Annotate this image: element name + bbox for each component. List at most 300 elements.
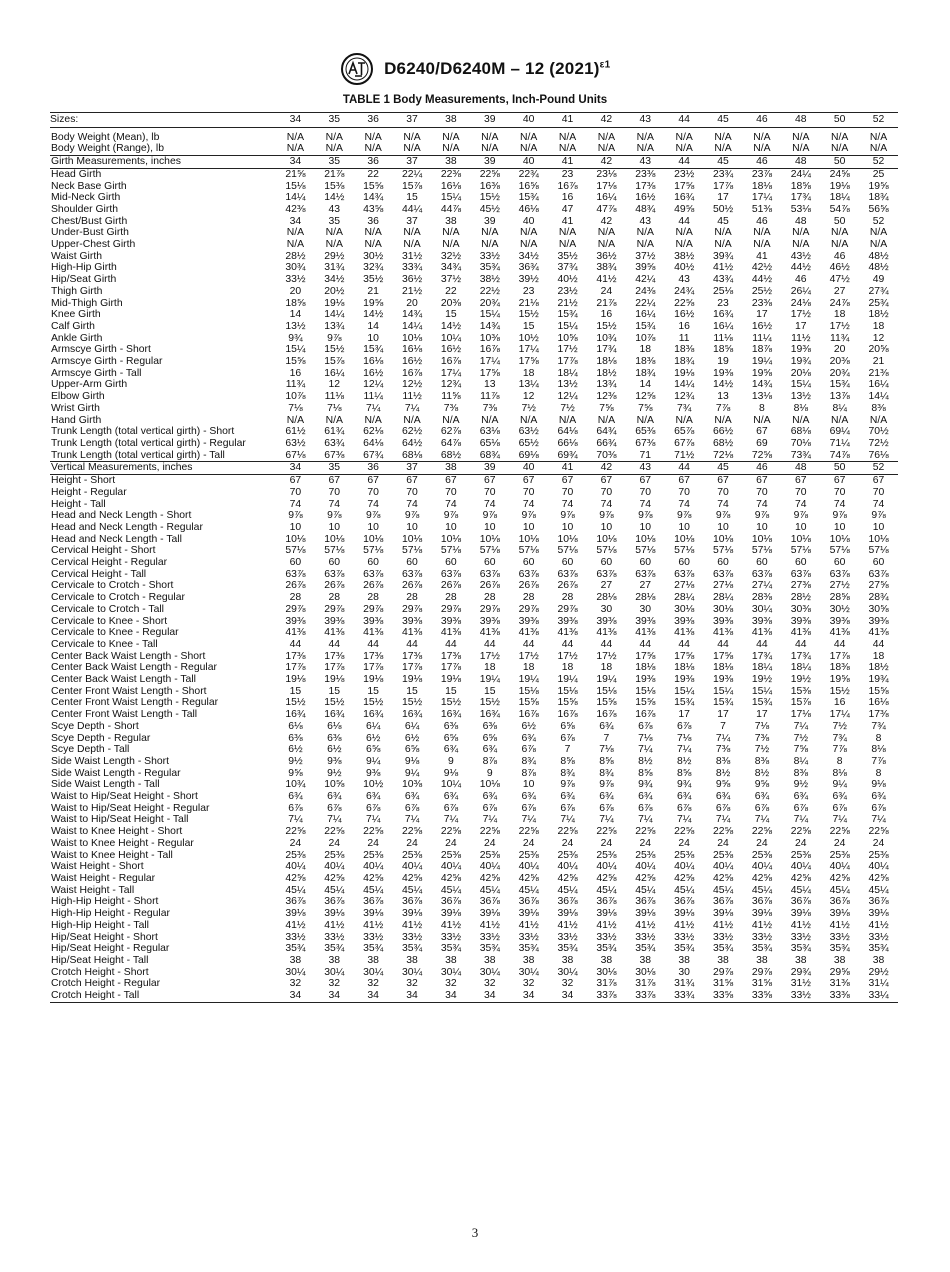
measurement-value: 29⅞	[285, 603, 306, 615]
measurement-value: 22⅝	[401, 826, 423, 838]
measurement-value: 42⅝	[635, 873, 656, 884]
measurement-value: N/A	[753, 414, 771, 426]
measurement-value: 46	[756, 215, 768, 227]
measurement-value: 9⅞	[327, 510, 342, 522]
measurement-value: 19⅝	[868, 180, 889, 192]
table-row	[50, 356, 898, 368]
table-row	[50, 873, 898, 885]
measurement-value: 15⅝	[285, 356, 306, 368]
measurement-value: 24	[328, 837, 341, 849]
measurement-value: N/A	[325, 227, 343, 239]
measurement-value: 23⅜	[635, 168, 656, 180]
measurement-value: N/A	[520, 131, 538, 143]
measurement-value: 42⅝	[674, 873, 695, 884]
table-row	[50, 955, 898, 967]
measurement-value: 17⅝	[635, 650, 656, 662]
table-row	[50, 791, 898, 803]
measurement-value: 28	[328, 592, 341, 604]
measurement-label: Mid-Thigh Girth	[51, 297, 123, 309]
measurement-value: 25⅜	[829, 849, 850, 861]
measurement-value: 60	[445, 557, 457, 569]
measurement-value: 10⅜	[479, 332, 500, 344]
measurement-value: 45¼	[285, 884, 306, 896]
measurement-value: 31⅝	[712, 978, 734, 990]
table-row	[50, 204, 898, 216]
measurement-value: 10	[833, 521, 846, 533]
measurement-value: 18¾	[868, 192, 889, 204]
measurement-value: 17⅝	[712, 650, 734, 662]
measurement-value: 74	[484, 498, 496, 510]
measurement-value: 16⅞	[518, 709, 539, 721]
measurement-value: 10	[561, 521, 574, 533]
measurement-value: 12	[522, 391, 535, 403]
measurement-value: 39⅜	[479, 615, 500, 627]
measurement-value: 36⅞	[596, 896, 617, 908]
measurement-value: 16	[561, 192, 574, 204]
measurement-value: 15½	[324, 697, 345, 709]
measurement-value: 70	[406, 486, 418, 498]
measurement-value: 14¼	[401, 320, 423, 332]
measurement-value: 15¾	[635, 320, 656, 332]
measurement-value: 30	[678, 966, 690, 978]
measurement-value: 9⅝	[715, 779, 731, 791]
measurement-value: N/A	[520, 227, 538, 239]
measurement-value: 14¾	[363, 192, 384, 204]
measurement-value: 74	[289, 498, 302, 510]
measurement-value: 25⅜	[790, 849, 811, 861]
measurement-value: 48½	[868, 262, 889, 274]
measurement-value: 20	[833, 344, 846, 356]
measurement-value: 19	[717, 356, 729, 368]
measurement-value: 17	[756, 309, 768, 321]
measurement-value: 24	[756, 837, 768, 849]
measurement-value: 52	[859, 156, 898, 169]
measurement-value: 14¼	[674, 379, 695, 391]
measurement-value: 16⅞	[440, 356, 462, 368]
measurement-value: 57⅛	[596, 545, 617, 557]
measurement-value: 39⅝	[635, 262, 656, 274]
measurement-label: High-Hip Girth	[51, 262, 117, 274]
measurement-value: 7	[720, 720, 726, 732]
measurement-value: 13⅛	[751, 391, 773, 403]
measurement-value: 62⅛	[363, 426, 384, 438]
measurement-value: 28	[367, 592, 379, 604]
measurement-value: 20¾	[479, 297, 500, 309]
measurement-value: 25⅜	[674, 849, 695, 861]
measurement-value: 44	[678, 215, 690, 227]
measurement-value: 33⅝	[704, 990, 743, 1002]
measurement-value: 44¼	[401, 203, 423, 215]
measurement-value: 25⅜	[440, 849, 462, 861]
measurement-value: N/A	[597, 131, 616, 143]
measurement-value: 19⅝	[363, 297, 384, 309]
measurement-value: 33⅞	[587, 990, 626, 1002]
measurement-value: 41½	[712, 919, 734, 931]
measurement-label: Body Weight (Range), lb	[51, 143, 165, 155]
measurement-value: 8	[875, 767, 882, 779]
measurement-value: 21⅝	[285, 168, 306, 180]
measurement-value: N/A	[753, 227, 771, 239]
measurement-value: 39⅜	[751, 615, 773, 627]
measurement-label: Hip/Seat Height - Tall	[51, 954, 149, 966]
measurement-value: 38	[367, 954, 379, 966]
measurement-value: 44	[328, 638, 341, 650]
measurement-value: 41⅜	[712, 627, 734, 639]
measurement-value: 34	[276, 462, 315, 475]
measurement-value: 7	[564, 744, 571, 756]
measurement-value: 70⅛	[790, 437, 811, 449]
measurement-value: 23¾	[712, 168, 734, 180]
measurement-value: 19¾	[868, 674, 889, 686]
measurement-value: 31⅞	[596, 978, 617, 990]
measurement-value: 24	[445, 837, 457, 849]
measurement-value: 18⅛	[674, 662, 695, 674]
measurement-value: 12¾	[440, 379, 462, 391]
measurement-value: N/A	[792, 227, 810, 239]
measurement-value: 24¼	[790, 168, 811, 180]
measurement-value: 36¾	[518, 262, 539, 274]
measurement-value: 31½	[790, 978, 811, 990]
measurement-value: 36⅞	[440, 896, 462, 908]
measurement-value: 9⅞	[560, 510, 575, 522]
measurement-value: 34	[315, 990, 354, 1002]
measurement-value: 10	[872, 521, 885, 533]
measurement-value: 18¼	[557, 367, 578, 379]
measurement-value: 15⅝	[557, 697, 578, 709]
measurement-value: N/A	[442, 143, 460, 155]
measurement-value: 65⅜	[635, 426, 656, 438]
measurement-value: 15¾	[674, 697, 695, 709]
measurement-value: 20	[406, 297, 418, 309]
measurement-label: Head and Neck Length - Tall	[51, 533, 182, 545]
measurement-value: 20½	[324, 285, 345, 297]
measurement-value: 7¼	[754, 814, 770, 826]
measurement-value: 13½	[557, 379, 578, 391]
measurement-value: 40¼	[401, 861, 423, 873]
measurement-value: 10	[484, 521, 496, 533]
measurement-value: 19⅛	[829, 180, 850, 192]
measurement-value: 41½	[635, 919, 656, 931]
measurement-value: 16¼	[635, 309, 656, 321]
measurement-value: 10¼	[440, 332, 462, 344]
measurement-value: 10⅝	[557, 332, 578, 344]
measurement-value: 17⅜	[401, 650, 423, 662]
measurement-value: 21½	[401, 285, 423, 297]
measurement-value: 24	[522, 837, 535, 849]
measurement-value: 33½	[596, 931, 617, 943]
measurement-value: 40	[509, 156, 548, 169]
measurement-value: 22½	[479, 285, 500, 297]
size-header-cell: 35	[315, 113, 354, 128]
measurement-value: 23⅛	[596, 168, 617, 180]
measurement-value: 6¾	[676, 791, 692, 803]
measurement-value: 13⅞	[829, 391, 850, 403]
measurement-value: 67	[522, 475, 535, 487]
measurement-value: 45¼	[324, 884, 345, 896]
measurement-value: 26¼	[790, 285, 811, 297]
measurement-value: N/A	[364, 239, 382, 251]
measurement-value: 16¾	[712, 309, 734, 321]
measurement-value: 44	[367, 638, 379, 650]
measurement-value: 40¼	[674, 861, 695, 873]
measurement-value: 17⅝	[479, 367, 500, 379]
measurement-value: 8⅜	[793, 767, 809, 779]
measurement-value: 6⅝	[404, 744, 420, 756]
measurement-value: 18⅝	[790, 180, 811, 192]
measurement-value: 21	[872, 356, 885, 368]
measurement-value: 48	[795, 215, 807, 227]
measurement-value: 39⅜	[868, 615, 889, 627]
measurement-value: 36⅞	[868, 896, 889, 908]
measurement-label: Head and Neck Length - Short	[51, 510, 192, 522]
measurement-value: 67	[639, 475, 652, 487]
measurement-value: 35¾	[674, 943, 695, 955]
measurement-value: 50	[820, 156, 859, 169]
measurement-value: 34½	[324, 274, 345, 286]
measurement-value: 23⅞	[751, 168, 773, 180]
measurement-value: 7¼	[715, 732, 731, 744]
measurement-value: N/A	[364, 131, 382, 143]
measurement-value: 60	[795, 557, 807, 569]
measurement-value: 40¼	[790, 861, 811, 873]
body-measurements-table	[50, 112, 898, 1003]
measurement-value: 24	[289, 837, 302, 849]
measurement-value: 41⅜	[868, 627, 889, 639]
measurement-value: 15	[367, 685, 379, 697]
measurement-value: 27	[833, 285, 846, 297]
measurement-value: 74	[678, 498, 690, 510]
measurement-value: 6¾	[599, 791, 614, 803]
measurement-label: Chest/Bust Girth	[51, 215, 128, 227]
measurement-value: 15⅛	[596, 685, 617, 697]
measurement-value: 41⅜	[401, 627, 423, 639]
measurement-value: 67¾	[363, 449, 384, 461]
measurement-value: 67⅜	[324, 449, 345, 461]
measurement-value: 19¼	[557, 674, 578, 686]
measurement-value: N/A	[442, 227, 460, 239]
measurement-value: 25⅜	[635, 849, 656, 861]
measurement-value: 30¼	[518, 966, 539, 978]
measurement-value: 63½	[518, 426, 539, 438]
measurement-value: 8⅜	[754, 755, 770, 767]
measurement-value: 7¼	[404, 402, 420, 414]
measurement-value: 41½	[518, 919, 539, 931]
measurement-value: 15⅝	[635, 697, 656, 709]
measurement-value: N/A	[558, 131, 577, 143]
table-row	[50, 768, 898, 780]
measurement-value: 6⅞	[327, 802, 342, 814]
measurement-label: Side Waist Length - Tall	[51, 779, 160, 791]
measurement-value: 39⅛	[324, 908, 345, 920]
measurement-value: 28¾	[868, 592, 889, 604]
table-row	[50, 274, 898, 286]
measurement-value: 63⅞	[518, 568, 539, 580]
measurement-value: 20⅜	[440, 297, 462, 309]
measurement-value: 41½	[285, 919, 306, 931]
measurement-value: 39⅛	[674, 908, 695, 920]
measurement-value: 45¼	[790, 884, 811, 896]
measurement-value: 7¼	[832, 814, 847, 826]
measurement-label: Height - Regular	[51, 486, 127, 498]
measurement-value: 12½	[401, 379, 423, 391]
measurement-value: 22⅝	[557, 826, 578, 838]
measurement-value: 10	[289, 521, 302, 533]
table-row	[50, 309, 898, 321]
measurement-value: 42⅝	[596, 873, 617, 884]
measurement-value: 18	[872, 650, 885, 662]
measurement-value: N/A	[364, 143, 382, 155]
measurement-value: 39⅜	[596, 615, 617, 627]
measurement-value: 25⅜	[401, 849, 423, 861]
measurement-value: 17⅞	[363, 662, 384, 674]
measurement-value: 35¾	[557, 943, 578, 955]
measurement-value: 33¾	[401, 262, 423, 274]
measurement-value: 29⅞	[518, 603, 539, 615]
measurement-value: 17½	[790, 309, 811, 321]
measurement-label: Waist to Knee Height - Regular	[51, 837, 194, 849]
measurement-value: 70½	[868, 426, 889, 438]
measurement-value: 64⅛	[557, 426, 578, 438]
measurement-value: 68¾	[479, 449, 500, 461]
measurement-value: 39	[470, 462, 509, 475]
measurement-value: 6⅜	[443, 720, 459, 732]
measurement-value: 74	[561, 498, 574, 510]
measurement-label: Thigh Girth	[51, 285, 103, 297]
measurement-value: 63⅞	[674, 568, 695, 580]
measurement-value: 28	[445, 592, 457, 604]
measurement-value: 74	[445, 498, 457, 510]
measurement-value: 8⅝	[676, 767, 692, 779]
measurement-label: Under-Bust Girth	[51, 227, 129, 239]
measurement-value: 22⅝	[285, 826, 306, 838]
measurement-value: 34	[432, 990, 471, 1002]
measurement-value: 15¾	[712, 697, 734, 709]
measurement-value: 45¼	[596, 884, 617, 896]
measurement-label: Body Weight (Mean), lb	[51, 131, 160, 143]
measurement-value: 33½	[479, 931, 500, 943]
measurement-value: 6⅞	[638, 720, 653, 732]
table-row	[50, 592, 898, 604]
table-row	[50, 569, 898, 581]
measurement-value: 33½	[285, 931, 306, 943]
measurement-value: 24⅝	[829, 168, 850, 180]
measurement-value: 69¾	[557, 449, 578, 461]
measurement-label: Neck Base Girth	[51, 180, 127, 192]
measurement-value: 15½	[285, 697, 306, 709]
page-number: 3	[471, 1225, 479, 1240]
measurement-value: 13½	[790, 391, 811, 403]
measurement-value: 70	[367, 486, 379, 498]
measurement-value: 41	[548, 156, 587, 169]
measurement-value: 30¼	[285, 966, 306, 978]
measurement-value: 30⅛	[596, 966, 617, 978]
measurement-value: 17½	[557, 650, 578, 662]
measurement-value: 6½	[521, 720, 536, 732]
measurement-value: 34	[276, 156, 315, 169]
measurement-value: 38	[484, 954, 496, 966]
measurement-value: 23½	[674, 168, 695, 180]
measurement-value: 67	[367, 475, 379, 487]
measurement-value: 38	[432, 462, 471, 475]
measurement-value: 22⅝	[868, 826, 889, 838]
measurement-label: Cervicale to Knee - Short	[51, 615, 168, 627]
measurement-value: 30¾	[285, 262, 306, 274]
measurement-value: 38½	[479, 274, 500, 286]
measurement-value: 6⅜	[482, 720, 498, 732]
measurement-value: 7⅛	[599, 744, 614, 756]
measurement-value: 41	[548, 462, 587, 475]
measurement-value: 39⅛	[868, 908, 889, 920]
measurement-value: 22⅝	[363, 826, 384, 838]
measurement-value: 72½	[868, 437, 889, 449]
measurement-value: 15¼	[674, 685, 695, 697]
measurement-value: 21	[367, 285, 379, 297]
measurement-value: N/A	[792, 414, 810, 426]
measurement-value: 16	[600, 309, 613, 321]
measurement-value: 11¼	[752, 332, 772, 344]
measurement-value: 40	[522, 215, 535, 227]
measurement-value: 6¾	[443, 744, 459, 756]
measurement-value: 22⅝	[635, 826, 656, 838]
measurement-value: 70	[445, 486, 457, 498]
measurement-value: N/A	[520, 414, 538, 426]
measurement-value: N/A	[286, 143, 305, 155]
measurement-value: 41⅜	[635, 627, 656, 639]
measurement-value: N/A	[403, 227, 421, 239]
measurement-value: 7¾	[871, 720, 886, 732]
measurement-value: 49	[872, 274, 885, 286]
measurement-value: 44	[795, 638, 807, 650]
measurement-value: 71½	[674, 449, 695, 461]
table-row	[50, 604, 898, 616]
measurement-value: 10	[756, 521, 768, 533]
measurement-value: 6⅞	[871, 802, 886, 814]
measurement-label: Trunk Length (total vertical girth) - Short	[51, 426, 235, 438]
measurement-value: 30¼	[324, 966, 345, 978]
measurement-label: High-Hip Height - Tall	[51, 919, 149, 931]
measurement-value: 10	[522, 779, 535, 791]
measurement-value: N/A	[558, 414, 577, 426]
measurement-value: 38	[756, 954, 768, 966]
measurement-value: 44	[756, 638, 768, 650]
measurement-value: 16¼	[868, 379, 889, 391]
measurement-value: 7	[603, 732, 610, 744]
measurement-value: 29⅞	[751, 966, 773, 978]
size-header-cell: 44	[665, 113, 704, 128]
measurement-value: 9	[486, 767, 493, 779]
measurement-value: 7¼	[443, 814, 459, 826]
measurement-value: 43	[639, 215, 652, 227]
measurement-value: 6⅞	[404, 802, 420, 814]
measurement-value: 23⅜	[751, 297, 773, 309]
measurement-value: 70⅜	[596, 449, 617, 461]
table-row	[50, 744, 898, 756]
measurement-value: 36⅞	[751, 896, 773, 908]
measurement-value: 9⅞	[443, 510, 459, 522]
measurement-value: 9⅞	[599, 510, 614, 522]
measurement-value: 67	[872, 475, 885, 487]
measurement-value: N/A	[831, 131, 849, 143]
measurement-value: 23	[522, 285, 535, 297]
measurement-value: 18¾	[674, 356, 695, 368]
measurement-value: 33⅞	[626, 990, 665, 1002]
measurement-value: 9½	[288, 755, 303, 767]
measurement-value: 57⅛	[635, 545, 656, 557]
measurement-value: 38½	[674, 250, 695, 262]
measurement-value: 24	[872, 837, 885, 849]
measurement-value: 17⅜	[440, 650, 462, 662]
measurement-value: 50	[820, 462, 859, 475]
